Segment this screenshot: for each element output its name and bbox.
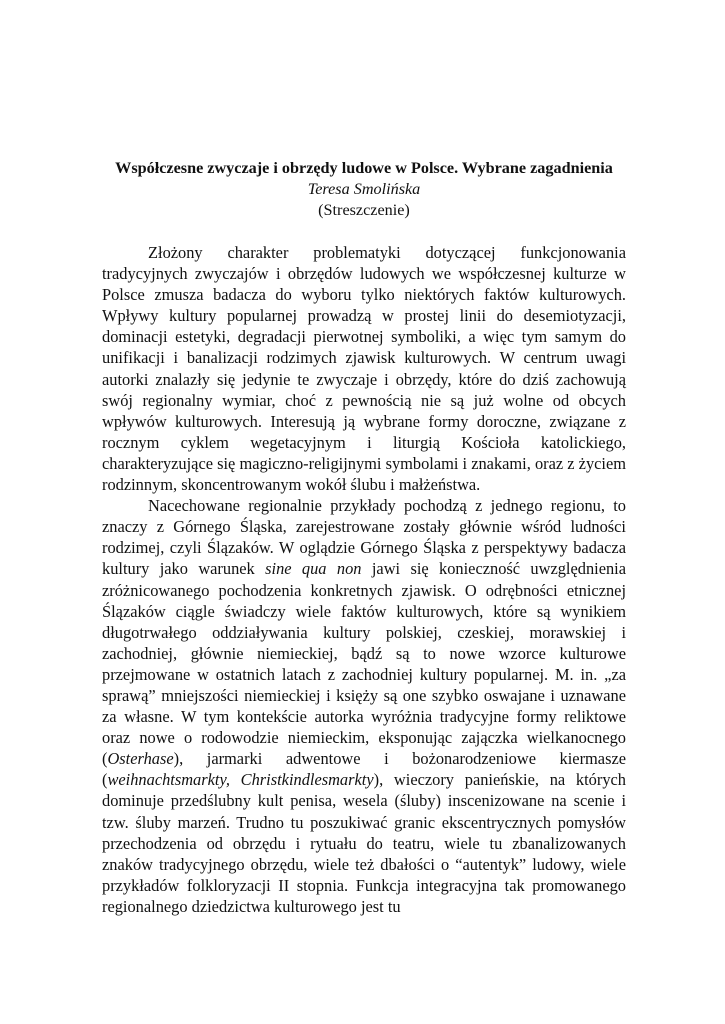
author-name: Teresa Smolińska bbox=[307, 180, 421, 198]
header-block bbox=[102, 158, 626, 221]
german-term-osterhase: Osterhase bbox=[107, 749, 174, 769]
paragraph-2-part-2: jawi się konieczność uwzględnienia zróżnicowanego pochodzenia konkretnych zjawisk. O odrębności etnicznej Ślązaków ciągle świadczy wiele faktów kulturowych, które są wynikiem długotrwałego oddziaływania kultury polskiej, czeskiej, morawskiej i zachodniej, głównie niemieckiej, bądź są to nowe wzorce kulturowe przejmowane w ostatnich latach z zachodniej kultury popularnej. M. in. „za sprawą” mniejszości niemieckiej i księży są one szybko oswajane i uznawane za własne. W tym kontekście autorka wyróżnia tradycyjne formy reliktowe oraz nowe o rodowodzie niemieckim, eksponując zajączka wielkanocnego ( bbox=[102, 559, 627, 769]
abstract-label: (Streszczenie) bbox=[318, 201, 410, 219]
paper-title: Współczesne zwyczaje i obrzędy ludowe w Polsce. Wybrane zagadnienia bbox=[115, 159, 613, 177]
paragraph-2 bbox=[102, 495, 626, 917]
paragraph-2-part-4: ), wieczory panieńskie, na których dominuje przedślubny kult penisa, wesela (śluby) inscenizowane na scenie i tzw. śluby marzeń. Trudno tu poszukiwać granic ekscentrycznych pomysłów przechodzenia od obrzędu i rytuału do teatru, wiele tu zbanalizowanych znaków tradycyjnego obrzędu, wiele też dbałości o “autentyk” ludowy, wiele przykładów folkloryzacji II stopnia. Funkcja integracyjna tak promowanego regionalnego dziedzictwa kulturowego jest tu bbox=[102, 770, 626, 916]
paragraph-2-part-1: Nacechowane regionalnie przykłady pochodzą z jednego regionu, to znaczy z Górnego Śląska, zarejestrowane zostały głównie wśród ludności rodzimej, czyli Ślązaków. W oglądzie Górnego Śląska z perspektywy badacza kultury jako warunek bbox=[102, 496, 626, 579]
latin-phrase: sine qua non bbox=[265, 559, 362, 579]
paragraph-1: Złożony charakter problematyki dotyczącej funkcjonowania tradycyjnych zwyczajów i obrzędów ludowych we współczesnej kulturze w Polsce zmusza badacza do wyboru tylko niektórych faktów kulturowych. Wpływy kultury popularnej prowadzą w prostej linii do desemiotyzacji, dominacji estetyki, degradacji pierwotnej symboliki, a więc tym samym do unifikacji i banalizacji rodzimych zjawisk kulturowych. W centrum uwagi autorki znalazły się jedynie te zwyczaje i obrzędy, które do dziś zachowują swój regionalny wymiar, choć z pewnością nie są już wolne od obcych wpływów kulturowych. Interesują ją wybrane formy doroczne, związane z rocznym cyklem wegetacyjnym i liturgią Kościoła katolickiego, charakteryzujące się magiczno-religijnymi symbolami i znakami, oraz z życiem rodzinnym, skoncentrowanym wokół ślubu i małżeństwa. bbox=[102, 243, 626, 495]
paragraph-2-part-3: ), jarmarki adwentowe i bożonarodzeniowe kiermasze ( bbox=[102, 749, 626, 790]
german-term-markets: weihnachtsmarkty, Christkindlesmarkty bbox=[107, 770, 374, 790]
abstract-body bbox=[102, 242, 626, 917]
document-page bbox=[102, 158, 626, 917]
